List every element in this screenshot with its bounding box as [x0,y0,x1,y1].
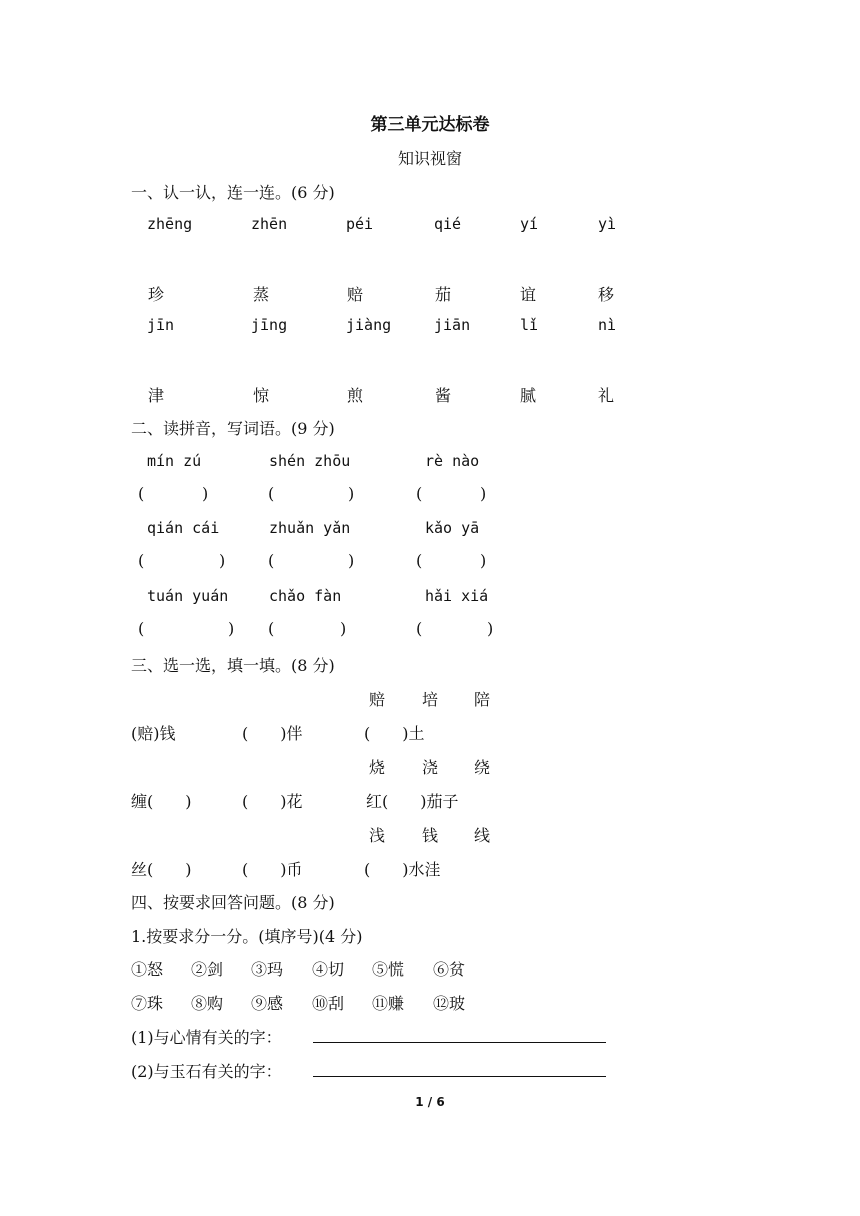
option-char: 培 [422,690,439,709]
option-char: 浅 [369,826,386,845]
numbered-char: ⑧购 [191,994,224,1013]
sub-question-1: (1)与心情有关的字： [131,1028,282,1047]
fill-item: 红( )茄子 [366,792,459,811]
char-item: 礼 [598,386,615,405]
pinyin-item: yí [520,215,539,233]
option-char: 钱 [422,826,439,845]
numbered-char: ⑨感 [251,994,284,1013]
page-subtitle: 知识视窗 [397,149,462,168]
numbered-char: ⑫玻 [433,994,466,1013]
fill-item: ( )伴 [242,724,303,743]
fill-item: ( )币 [242,860,303,879]
answer-paren-close: ) [487,619,494,638]
fill-item: ( )花 [242,792,303,811]
option-char: 陪 [474,690,491,709]
pinyin-word: mín zú [147,452,202,470]
answer-paren-open: ( [268,619,275,638]
pinyin-item: jiān [434,316,471,334]
fill-item: 缠( ) [131,792,192,811]
char-item: 谊 [520,285,537,304]
char-item: 蒸 [253,285,270,304]
answer-paren-open: ( [268,484,275,503]
pinyin-word: shén zhōu [269,452,351,470]
option-char: 线 [474,826,491,845]
char-item: 移 [598,285,615,304]
answer-paren-close: ) [348,551,355,570]
answer-line-2[interactable] [313,1076,606,1077]
answer-paren-close: ) [228,619,235,638]
pinyin-item: qié [434,215,462,233]
section3-heading: 三、选一选，填一填。(8 分) [131,656,335,675]
answer-paren-open: ( [138,551,145,570]
char-item: 腻 [520,386,537,405]
numbered-char: ③玛 [251,960,284,979]
fill-item: (赔)钱 [131,724,176,743]
fill-item: ( )土 [364,724,425,743]
numbered-char: ④切 [312,960,345,979]
answer-paren-close: ) [219,551,226,570]
pinyin-item: péi [346,215,374,233]
char-item: 珍 [148,285,165,304]
numbered-char: ⑦珠 [131,994,164,1013]
pinyin-word: chǎo fàn [269,587,342,605]
answer-paren-close: ) [340,619,347,638]
char-item: 津 [148,386,165,405]
numbered-char: ②剑 [191,960,224,979]
pinyin-item: jīn [147,316,175,334]
pinyin-item: jiàng [346,316,392,334]
pinyin-item: lǐ [520,316,539,334]
answer-paren-close: ) [480,484,487,503]
pinyin-word: rè nào [425,452,480,470]
char-item: 赔 [347,285,364,304]
option-char: 烧 [369,758,386,777]
answer-paren-open: ( [416,551,423,570]
numbered-char: ⑪赚 [372,994,405,1013]
answer-paren-open: ( [138,619,145,638]
char-item: 惊 [253,386,270,405]
pinyin-item: zhēng [147,215,193,233]
answer-paren-open: ( [416,484,423,503]
pinyin-item: yì [598,215,617,233]
pinyin-word: hǎi xiá [425,587,489,605]
char-item: 煎 [347,386,364,405]
answer-paren-open: ( [138,484,145,503]
fill-item: ( )水洼 [364,860,441,879]
option-char: 赔 [369,690,386,709]
pinyin-word: kǎo yā [425,519,480,537]
numbered-char: ⑩刮 [312,994,345,1013]
char-item: 酱 [435,386,452,405]
option-char: 浇 [422,758,439,777]
numbered-char: ⑤慌 [372,960,405,979]
pinyin-item: nì [598,316,617,334]
pinyin-item: zhēn [251,215,288,233]
answer-paren-close: ) [202,484,209,503]
section4-heading: 四、按要求回答问题。(8 分) [131,893,335,912]
char-item: 茄 [435,285,452,304]
pinyin-word: qián cái [147,519,220,537]
answer-line-1[interactable] [313,1042,606,1043]
section2-heading: 二、读拼音，写词语。(9 分) [131,419,335,438]
answer-paren-open: ( [268,551,275,570]
pinyin-word: zhuǎn yǎn [269,519,351,537]
page-number: 1 / 6 [415,1095,445,1109]
answer-paren-close: ) [348,484,355,503]
answer-paren-close: ) [480,551,487,570]
numbered-char: ①怒 [131,960,164,979]
sub-question-2: (2)与玉石有关的字： [131,1062,282,1081]
fill-item: 丝( ) [131,860,192,879]
pinyin-word: tuán yuán [147,587,229,605]
section1-heading: 一、认一认，连一连。(6 分) [131,183,335,202]
numbered-char: ⑥贫 [433,960,466,979]
answer-paren-open: ( [416,619,423,638]
question-1: 1.按要求分一分。(填序号)(4 分) [131,927,363,946]
page-title: 第三单元达标卷 [370,115,490,135]
pinyin-item: jīng [251,316,288,334]
option-char: 绕 [474,758,491,777]
